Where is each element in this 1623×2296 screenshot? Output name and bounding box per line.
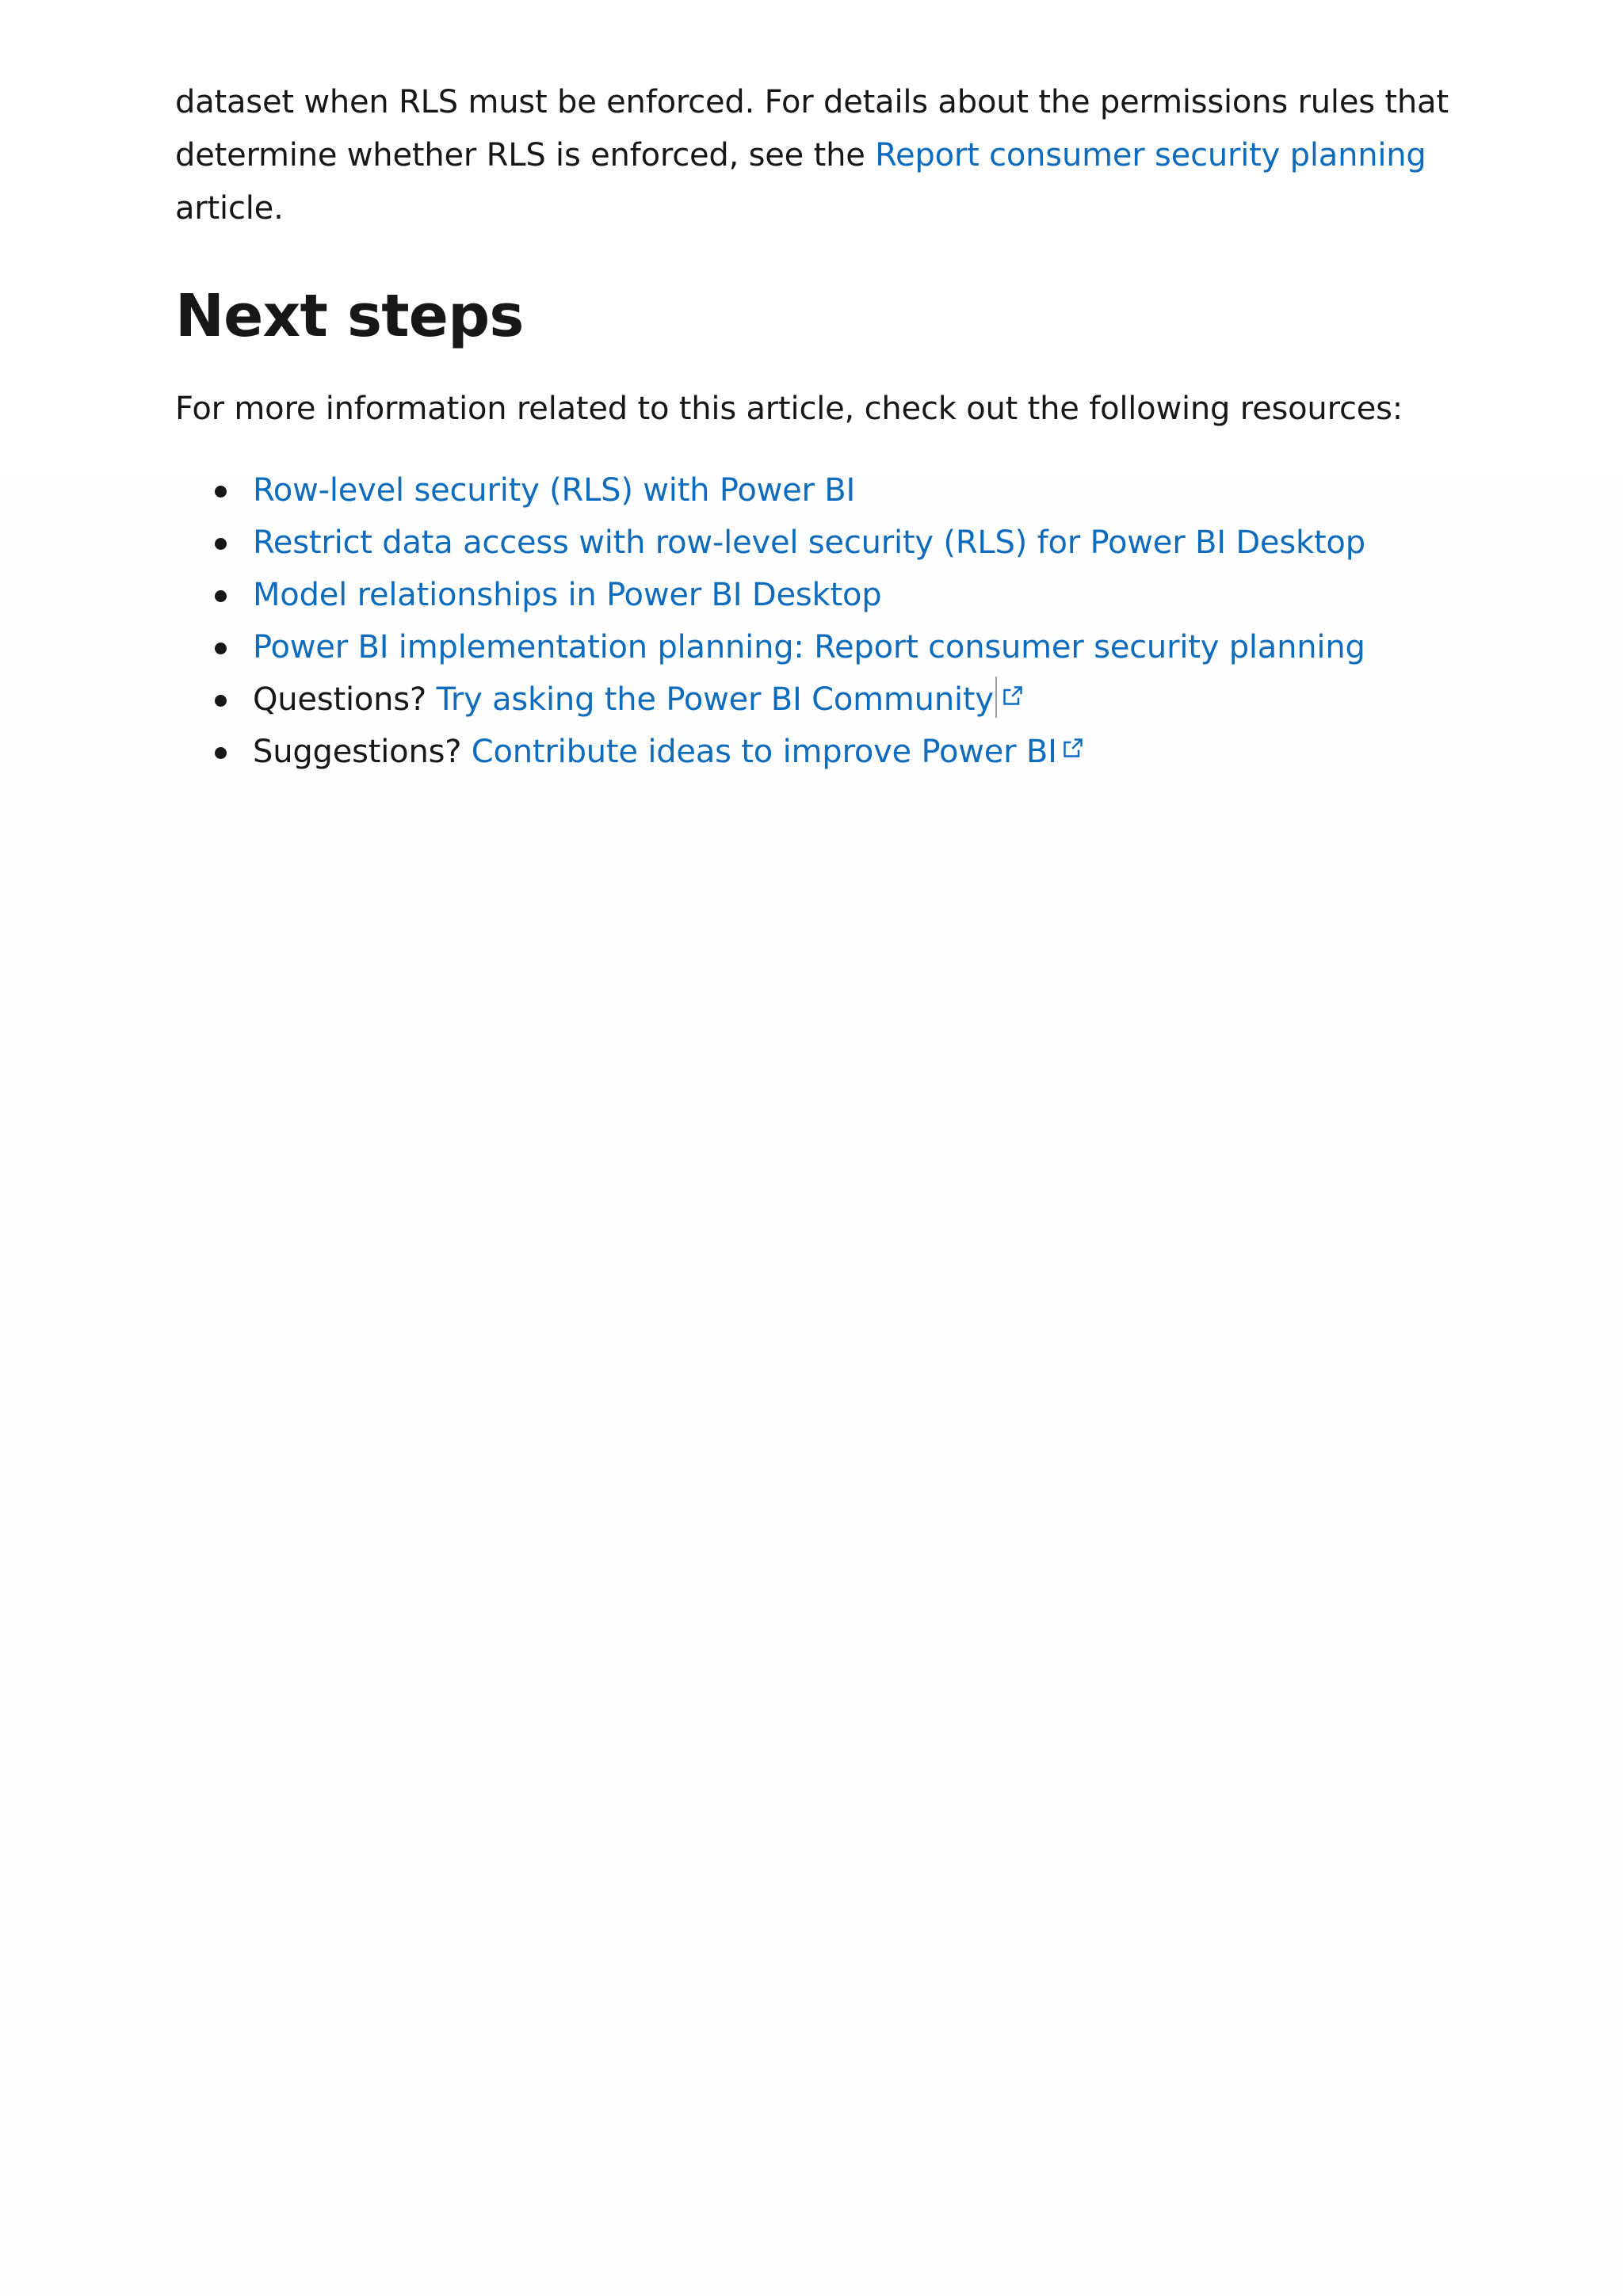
next-steps-intro: For more information related to this article, check out the following resources:: [175, 391, 1403, 427]
implementation-planning-link[interactable]: Power BI implementation planning: Report consumer security planning: [253, 629, 1365, 666]
list-item: [175, 673, 1475, 726]
restrict-data-access-link[interactable]: Restrict data access with row-level security (RLS) for Power BI Desktop: [253, 524, 1365, 561]
next-steps-heading: Next steps: [175, 282, 524, 350]
list-item: [175, 726, 1475, 778]
power-bi-community-link-text: Try asking the Power BI Community: [436, 681, 994, 718]
intro-line-1: dataset when RLS must be enforced. For details about the permissions rules that: [175, 84, 1449, 120]
list-item-prefix: Questions?: [253, 681, 437, 718]
report-consumer-security-planning-link[interactable]: Report consumer security planning: [875, 137, 1426, 174]
contribute-ideas-link-text: Contribute ideas to improve Power BI: [471, 734, 1057, 770]
list-item: [175, 464, 1475, 517]
resources-list: [175, 464, 1475, 778]
intro-line-2-suffix: article.: [175, 190, 284, 227]
bullet-dot-icon: [215, 590, 227, 602]
article-content: [175, 76, 1475, 778]
intro-paragraph: [175, 76, 1475, 235]
external-link-icon: [1062, 737, 1084, 759]
bullet-dot-icon: [215, 643, 227, 654]
external-link-icon: [1002, 685, 1024, 707]
bullet-dot-icon: [215, 695, 227, 707]
rls-with-power-bi-link[interactable]: Row-level security (RLS) with Power BI: [253, 472, 856, 509]
bullet-dot-icon: [215, 747, 227, 759]
power-bi-community-link[interactable]: [437, 681, 1024, 718]
bullet-dot-icon: [215, 486, 227, 498]
list-item: [175, 621, 1475, 673]
contribute-ideas-link[interactable]: [472, 734, 1084, 770]
list-item-prefix: Suggestions?: [253, 734, 472, 770]
intro-line-2-prefix: determine whether RLS is enforced, see the: [175, 137, 876, 174]
bullet-dot-icon: [215, 538, 227, 550]
list-item: [175, 517, 1475, 569]
text-cursor: [995, 677, 997, 718]
list-item: [175, 569, 1475, 621]
model-relationships-link[interactable]: Model relationships in Power BI Desktop: [253, 577, 882, 613]
